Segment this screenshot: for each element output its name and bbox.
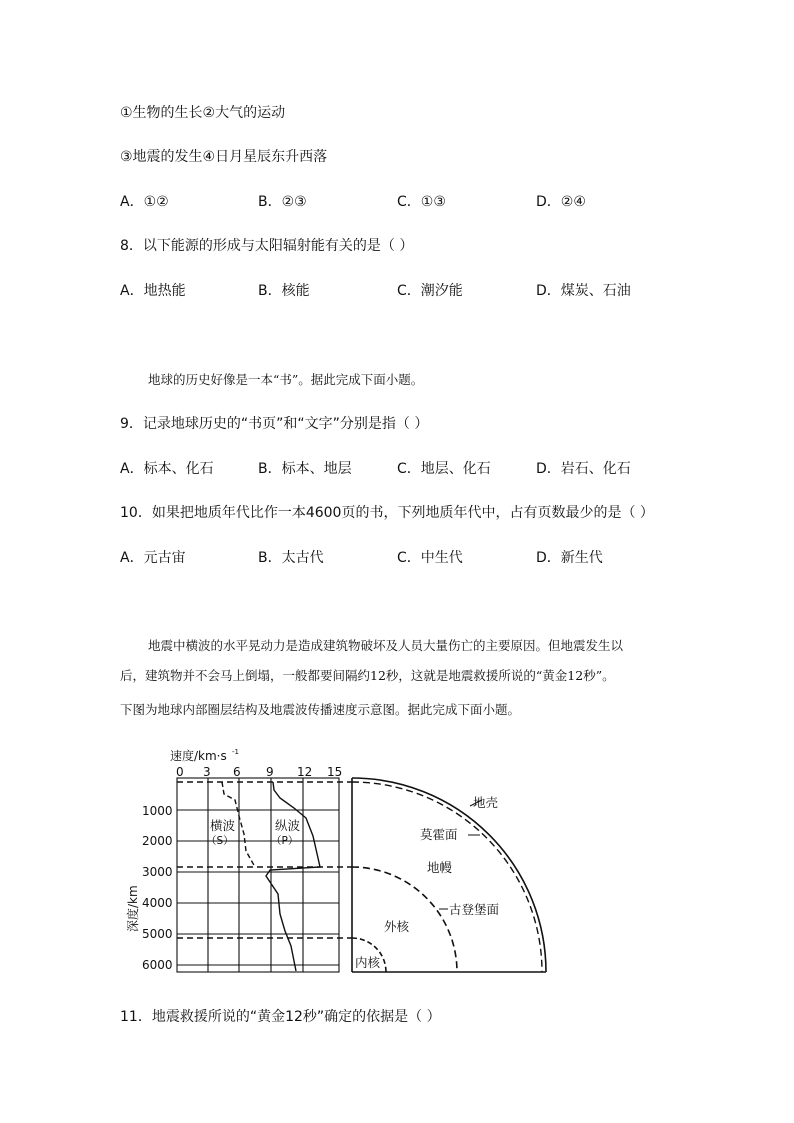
speed-tick-0: 0: [176, 765, 184, 779]
crust-label: 地壳: [473, 795, 499, 810]
s-wave-sublabel: （S）: [206, 835, 234, 847]
speed-tick-15: 15: [327, 765, 343, 779]
passage-1: 地球的历史好像是一本“书”。据此完成下面小题。: [148, 372, 424, 387]
q9-option-c: C．地层、化石: [397, 461, 491, 477]
q8-stem: 8．以下能源的形成与太阳辐射能有关的是（ ）: [120, 238, 414, 254]
q7-choice-line-2: ③地震的发生④日月星辰东升西落: [120, 149, 328, 165]
earth-cross-section: [352, 778, 546, 972]
inner-core-label: 内核: [355, 955, 381, 970]
depth-tick-6000: 6000: [142, 958, 173, 972]
q10-option-b: B．太古代: [258, 550, 324, 566]
p-wave-label: 纵波: [275, 818, 301, 833]
p-wave-sublabel: （P）: [271, 835, 299, 847]
q8-option-b: B．核能: [258, 283, 310, 299]
q7-option-c: C．①③: [397, 194, 446, 210]
depth-tick-3000: 3000: [142, 865, 173, 879]
passage-2-line-2: 后，建筑物并不会马上倒塌，一般都要间隔约12秒，这就是地震救援所说的“黄金12秒”。: [120, 668, 615, 683]
q7-option-d: D．②④: [536, 194, 586, 210]
gutenberg-label: 古登堡面: [449, 902, 500, 917]
s-wave-label: 横波: [210, 818, 236, 833]
q9-stem: 9．记录地球历史的“书页”和“文字”分别是指（ ）: [120, 416, 429, 432]
q10-option-d: D．新生代: [536, 550, 603, 566]
q10-stem: 10．如果把地质年代比作一本4600页的书，下列地质年代中，占有页数最少的是（ ）: [120, 505, 654, 521]
chart-grid: [177, 778, 339, 972]
q8-option-d: D．煤炭、石油: [536, 283, 631, 299]
q7-option-a: A．①②: [120, 194, 169, 210]
speed-tick-6: 6: [233, 765, 241, 779]
q7-choice-line-1: ①生物的生长②大气的运动: [120, 105, 286, 121]
earth-interior-seismic-figure: [126, 746, 566, 978]
depth-axis-label: 深度/km: [126, 885, 140, 932]
depth-tick-1000: 1000: [142, 804, 173, 818]
speed-axis-unit-sup: -1: [232, 748, 239, 756]
speed-tick-3: 3: [203, 765, 211, 779]
depth-tick-2000: 2000: [142, 834, 173, 848]
q9-option-d: D．岩石、化石: [536, 461, 631, 477]
depth-tick-5000: 5000: [142, 927, 173, 941]
q8-option-a: A．地热能: [120, 283, 186, 299]
speed-tick-9: 9: [266, 765, 274, 779]
q10-option-c: C．中生代: [397, 550, 463, 566]
depth-tick-4000: 4000: [142, 896, 173, 910]
q9-option-b: B．标本、地层: [258, 461, 352, 477]
q9-option-a: A．标本、化石: [120, 461, 214, 477]
q7-option-b: B．②③: [258, 194, 307, 210]
q8-option-c: C．潮汐能: [397, 283, 463, 299]
passage-2-line-3: 下图为地球内部圈层结构及地震波传播速度示意图。据此完成下面小题。: [120, 702, 521, 717]
moho-label: 莫霍面: [420, 827, 458, 842]
speed-axis-label: 速度/km·s: [170, 749, 227, 763]
q11-stem: 11．地震救援所说的“黄金12秒”确定的依据是（ ）: [120, 1009, 441, 1025]
outer-core-label: 外核: [384, 919, 410, 934]
speed-tick-12: 12: [297, 765, 313, 779]
passage-2-line-1: 地震中横波的水平晃动力是造成建筑物破坏及人员大量伤亡的主要原因。但地震发生以: [148, 638, 624, 653]
q10-option-a: A．元古宙: [120, 550, 186, 566]
mantle-label: 地幔: [427, 860, 453, 875]
